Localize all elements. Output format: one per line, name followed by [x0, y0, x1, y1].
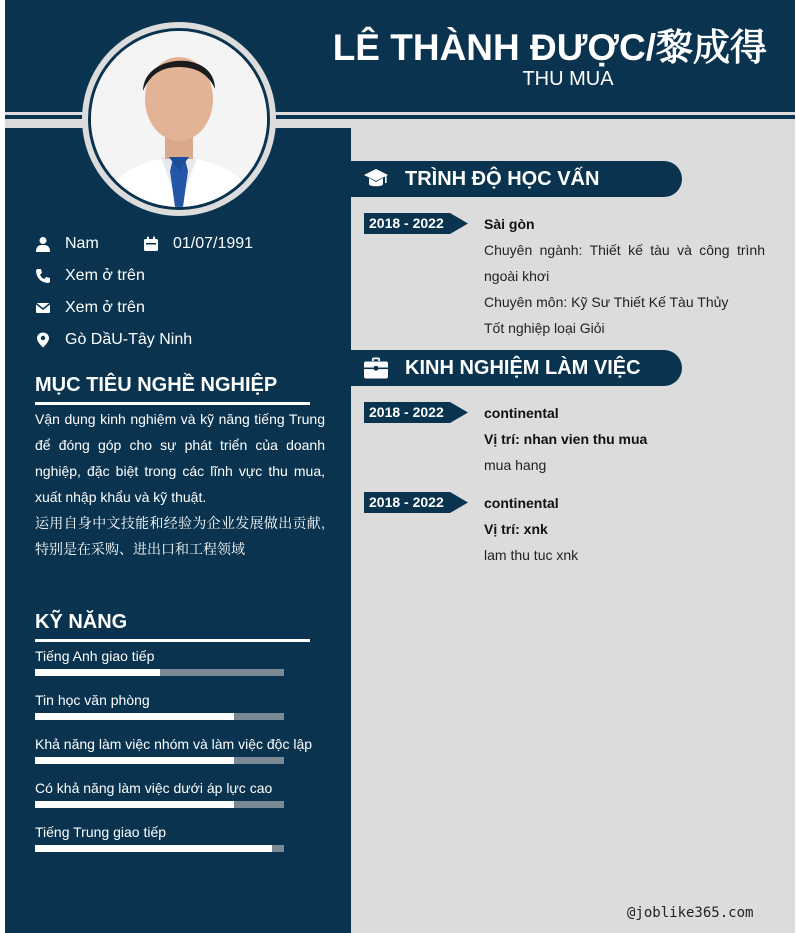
- objective-body: [35, 406, 325, 562]
- cv-page: [5, 0, 795, 933]
- experience-date-tag: [364, 402, 468, 423]
- skills-rule: [35, 639, 310, 642]
- objective-rule: [35, 402, 310, 405]
- phone-icon: [35, 268, 51, 284]
- avatar: [91, 31, 267, 207]
- education-period: 2018 - 2022: [369, 215, 444, 231]
- experience-period: 2018 - 2022: [369, 404, 444, 420]
- objective-text-vi: Vận dụng kinh nghiệm và kỹ năng tiếng Trung để đóng góp cho sự phát triển của doanh nghiệp, đặc biệt trong các lĩnh vực thu mua, xuất nhập khẩu và kỹ thuật.: [35, 411, 325, 505]
- email-value: Xem ở trên: [65, 299, 145, 316]
- education-major: Chuyên ngành: Thiết kế tàu và công trình ngoài khơi: [484, 242, 765, 284]
- experience-header: [351, 350, 682, 386]
- skill-name: Tiếng Trung giao tiếp: [35, 824, 167, 840]
- skill-bar: [35, 757, 284, 764]
- school-name: Sài gòn: [484, 216, 535, 232]
- envelope-icon: [35, 300, 51, 316]
- contact-gender: [35, 235, 99, 253]
- phone-value: Xem ở trên: [65, 267, 145, 284]
- skill-bar-fill: [35, 845, 272, 852]
- job-position: Vị trí: xnk: [484, 521, 548, 537]
- contact-email: [35, 299, 145, 317]
- education-grade: Tốt nghiệp loại Giỏi: [484, 320, 605, 336]
- gender-value: Nam: [65, 235, 99, 252]
- company-name: continental: [484, 495, 559, 511]
- skill-name: Có khả năng làm việc dưới áp lực cao: [35, 780, 273, 796]
- candidate-name: LÊ THÀNH ĐƯỢC/黎成得: [332, 27, 767, 68]
- skill-name: Tin học văn phòng: [35, 692, 150, 708]
- experience-heading: KINH NGHIỆM LÀM VIỆC: [405, 357, 641, 379]
- education-heading: TRÌNH ĐỘ HỌC VẤN: [405, 168, 600, 190]
- avatar-frame: [82, 22, 276, 216]
- skills-heading: KỸ NĂNG: [35, 611, 128, 633]
- contact-phone: [35, 267, 145, 285]
- skill-bar: [35, 845, 284, 852]
- job-position: Vị trí: nhan vien thu mua: [484, 431, 648, 447]
- objective-heading: MỤC TIÊU NGHỀ NGHIỆP: [35, 374, 278, 396]
- company-name: continental: [484, 405, 559, 421]
- education-specialty: Chuyên môn: Kỹ Sư Thiết Kế Tàu Thủy: [484, 294, 729, 310]
- user-icon: [35, 236, 51, 252]
- skill-name: Khả năng làm việc nhóm và làm việc độc lập: [35, 736, 313, 752]
- education-date-tag: [364, 213, 468, 234]
- experience-entry: [484, 400, 765, 478]
- portrait-illustration: [91, 31, 267, 207]
- skill-bar: [35, 669, 284, 676]
- skill-bar: [35, 801, 284, 808]
- contact-address: [35, 331, 192, 349]
- skill-bar-fill: [35, 801, 234, 808]
- job-title: THU MUA: [522, 68, 614, 90]
- objective-text-zh: 运用自身中文技能和经验为企业发展做出贡献,特别是在采购、进出口和工程领域: [35, 515, 325, 557]
- experience-entry: [484, 490, 765, 568]
- experience-period: 2018 - 2022: [369, 494, 444, 510]
- watermark: @joblike365.com: [627, 905, 754, 921]
- graduation-cap-icon: [363, 166, 389, 192]
- map-pin-icon: [35, 332, 51, 348]
- skill-bar-fill: [35, 713, 234, 720]
- contact-birthday: [143, 235, 253, 253]
- briefcase-icon: [363, 355, 389, 381]
- education-header: [351, 161, 682, 197]
- education-entry: [484, 211, 765, 341]
- birthday-value: 01/07/1991: [173, 235, 254, 252]
- job-description: mua hang: [484, 457, 547, 473]
- job-description: lam thu tuc xnk: [484, 547, 579, 563]
- skill-bar-fill: [35, 757, 234, 764]
- skill-bar: [35, 713, 284, 720]
- calendar-icon: [143, 236, 159, 252]
- skill-name: Tiếng Anh giao tiếp: [35, 648, 155, 664]
- skill-bar-fill: [35, 669, 160, 676]
- experience-date-tag: [364, 492, 468, 513]
- address-value: Gò DầU-Tây Ninh: [65, 331, 193, 348]
